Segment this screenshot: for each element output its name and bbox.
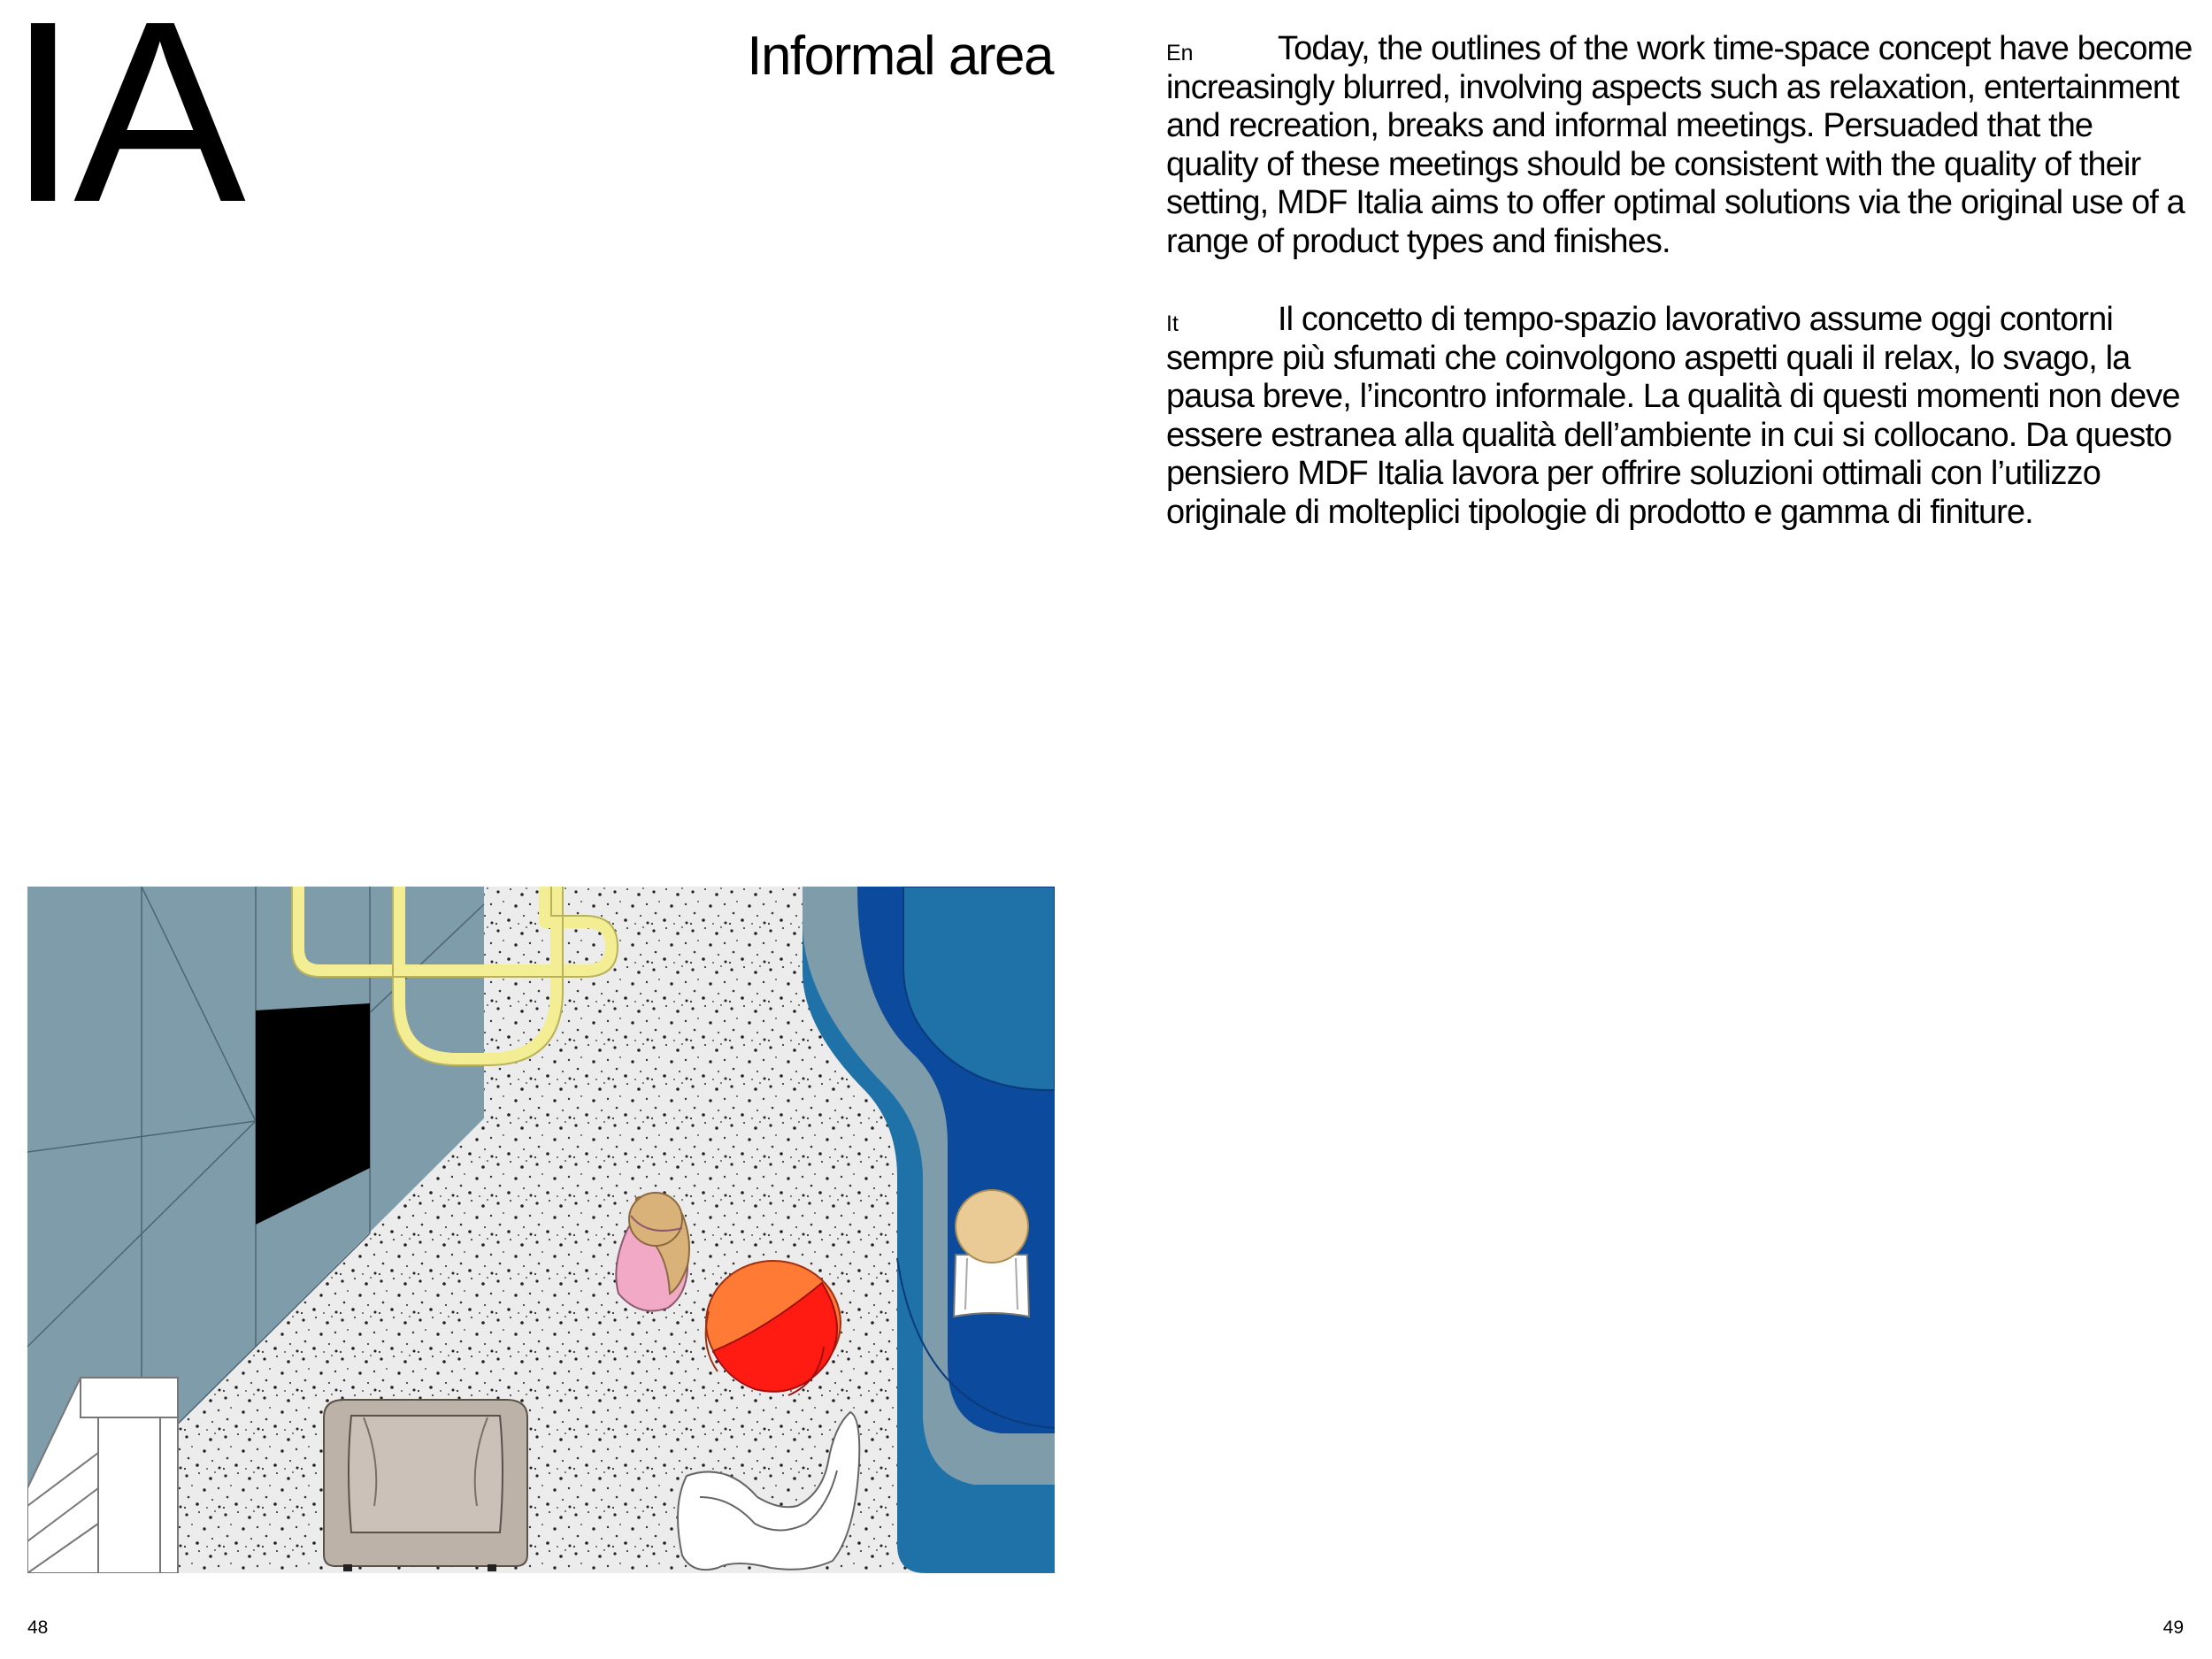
grey-armchair xyxy=(324,1400,527,1571)
english-text-block xyxy=(1166,30,2193,261)
english-paragraph: Today, the outlines of the work time-space concept have become increasingly blurred, involving aspects such as relaxation, entertainment and recreation, breaks and informal meetings. Persuaded that the quality of these meetings should be consistent with the quality of their setting, MDF Italia aims to offer optimal solutions via the original use of a range of product types and finishes. xyxy=(1166,30,2193,260)
section-initials: IA xyxy=(7,0,241,256)
language-tag-it: It xyxy=(1166,311,1179,336)
language-tag-en: En xyxy=(1166,41,1194,65)
section-title: Informal area xyxy=(747,26,1053,87)
page-number-left: 48 xyxy=(27,1617,49,1638)
italian-paragraph: Il concetto di tempo-spazio lavorativo assume oggi contorni sempre più sfumati che coinvolgono aspetti quali il relax, lo svago, la pausa breve, l’incontro informale. La qualità di questi momenti non deve essere estranea alla qualità dell’ambiente in cui si collocano. Da questo pensiero MDF Italia lavora per offrire soluzioni ottimali con l’utilizzo originale di molteplici tipologie di prodotto e gamma di finiture. xyxy=(1166,301,2180,531)
informal-area-illustration xyxy=(27,887,1055,1573)
page-number-right: 49 xyxy=(2162,1617,2184,1638)
interior-plan-drawing xyxy=(27,887,1055,1573)
italian-text-block xyxy=(1166,301,2193,532)
beige-stool-top xyxy=(956,1190,1028,1263)
